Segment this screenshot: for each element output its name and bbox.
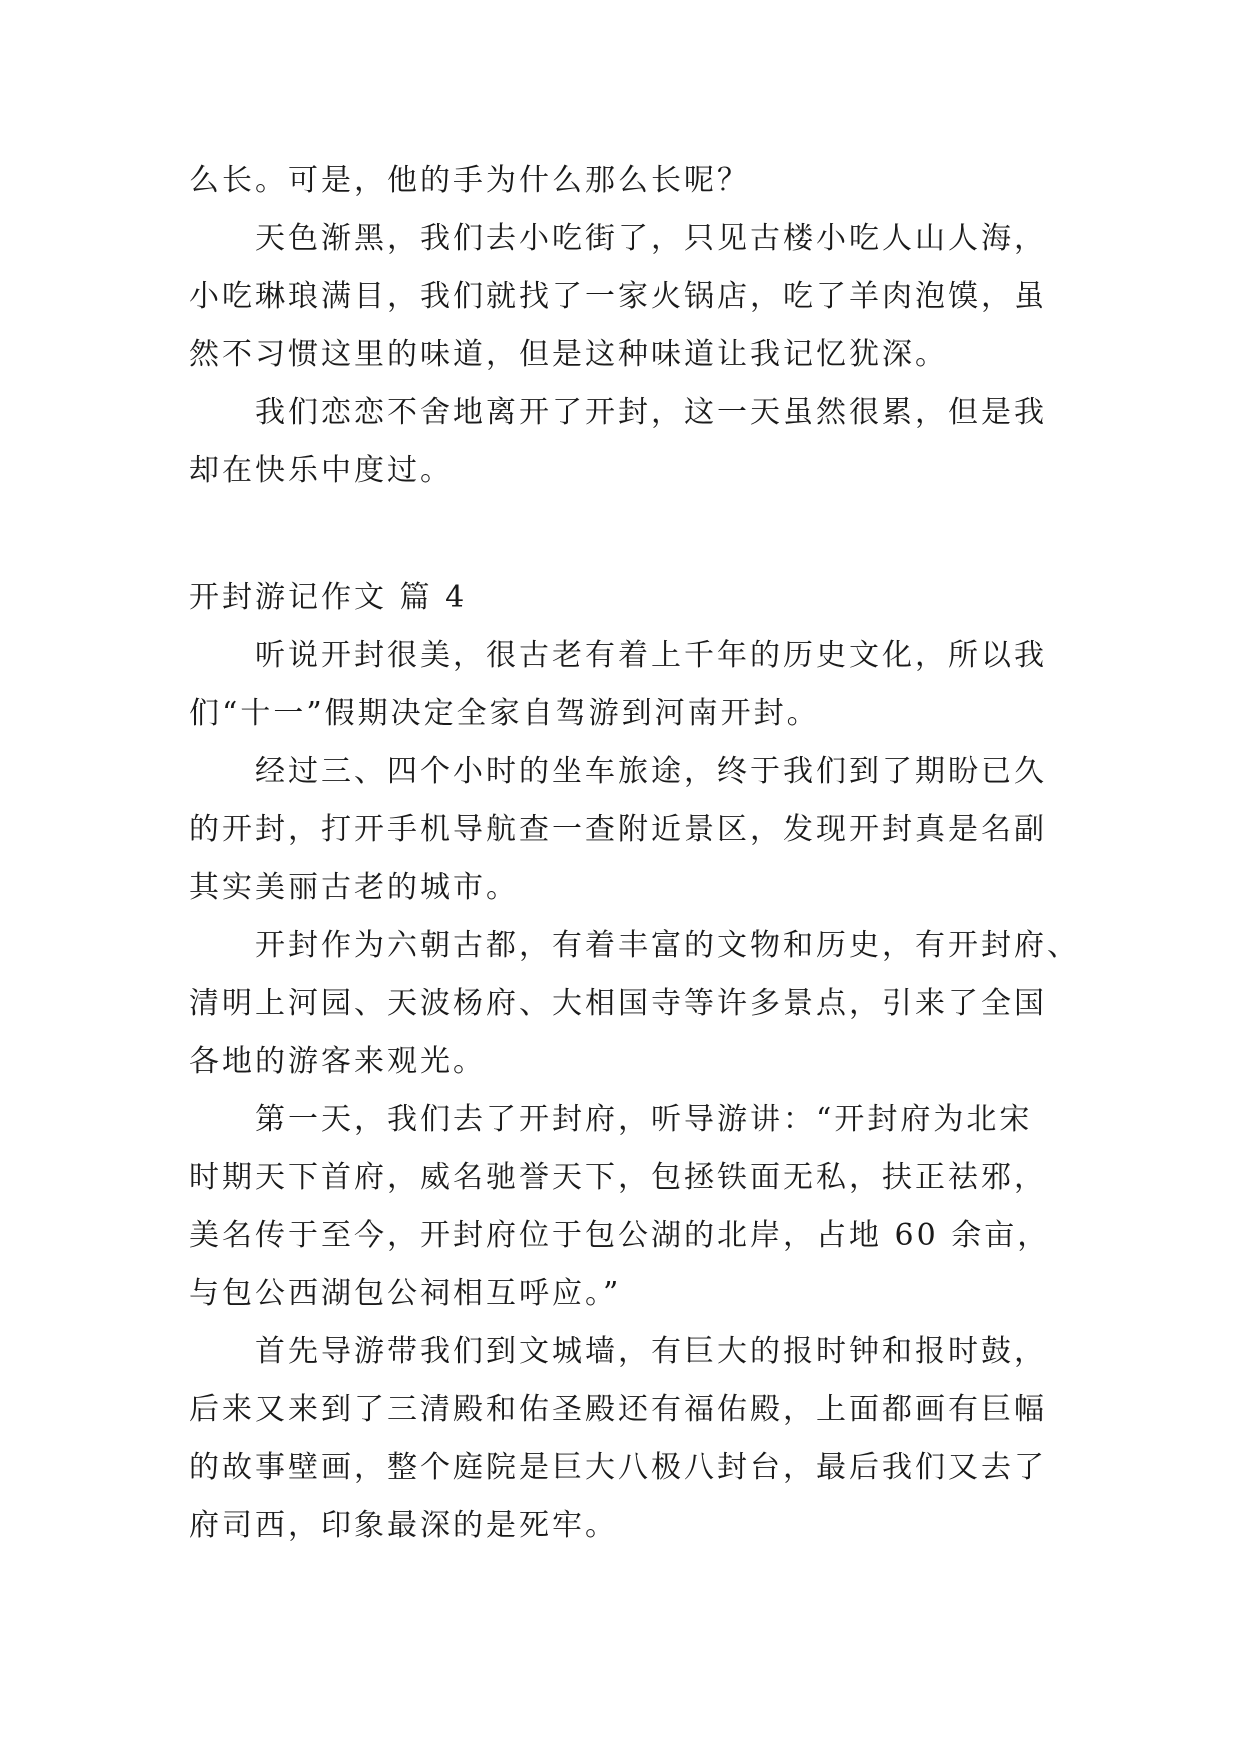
text-line: 么长。可是，他的手为什么那么长呢？ bbox=[189, 163, 750, 198]
text-line: 与包公西湖包公祠相互呼应。” bbox=[189, 1276, 622, 1311]
text-line: 其实美丽古老的城市。 bbox=[189, 870, 519, 905]
text-line: 开封作为六朝古都，有着丰富的文物和历史，有开封府、 bbox=[255, 928, 1080, 963]
text-line: 第一天，我们去了开封府，听导游讲：“开封府为北宋 bbox=[255, 1102, 1033, 1137]
text-line: 清明上河园、天波杨府、大相国寺等许多景点，引来了全国 bbox=[189, 986, 1047, 1021]
text-line: 经过三、四个小时的坐车旅途，终于我们到了期盼已久 bbox=[255, 754, 1047, 789]
text-line: 们“十一”假期决定全家自驾游到河南开封。 bbox=[189, 696, 820, 731]
text-line: 我们恋恋不舍地离开了开封，这一天虽然很累，但是我 bbox=[255, 395, 1047, 430]
text-line: 后来又来到了三清殿和佑圣殿还有福佑殿，上面都画有巨幅 bbox=[189, 1392, 1047, 1427]
text-line: 的故事壁画，整个庭院是巨大八极八封台，最后我们又去了 bbox=[189, 1450, 1047, 1485]
text-line: 美名传于至今，开封府位于包公湖的北岸，占地 60 余亩， bbox=[189, 1218, 1051, 1253]
text-line: 时期天下首府，威名驰誉天下，包拯铁面无私，扶正祛邪， bbox=[189, 1160, 1047, 1195]
text-line: 府司西，印象最深的是死牢。 bbox=[189, 1508, 618, 1543]
text-line: 各地的游客来观光。 bbox=[189, 1044, 486, 1079]
section-heading: 开封游记作文 篇 4 bbox=[189, 580, 468, 615]
essay-body bbox=[189, 152, 1080, 1555]
text-line: 的开封，打开手机导航查一查附近景区，发现开封真是名副 bbox=[189, 812, 1047, 847]
text-line: 却在快乐中度过。 bbox=[189, 453, 453, 488]
text-line: 天色渐黑，我们去小吃街了，只见古楼小吃人山人海， bbox=[255, 221, 1047, 256]
text-line: 首先导游带我们到文城墙，有巨大的报时钟和报时鼓， bbox=[255, 1334, 1047, 1369]
text-line: 然不习惯这里的味道，但是这种味道让我记忆犹深。 bbox=[189, 337, 948, 372]
text-line: 小吃琳琅满目，我们就找了一家火锅店，吃了羊肉泡馍，虽 bbox=[189, 279, 1047, 314]
text-line: 听说开封很美，很古老有着上千年的历史文化，所以我 bbox=[255, 638, 1047, 673]
